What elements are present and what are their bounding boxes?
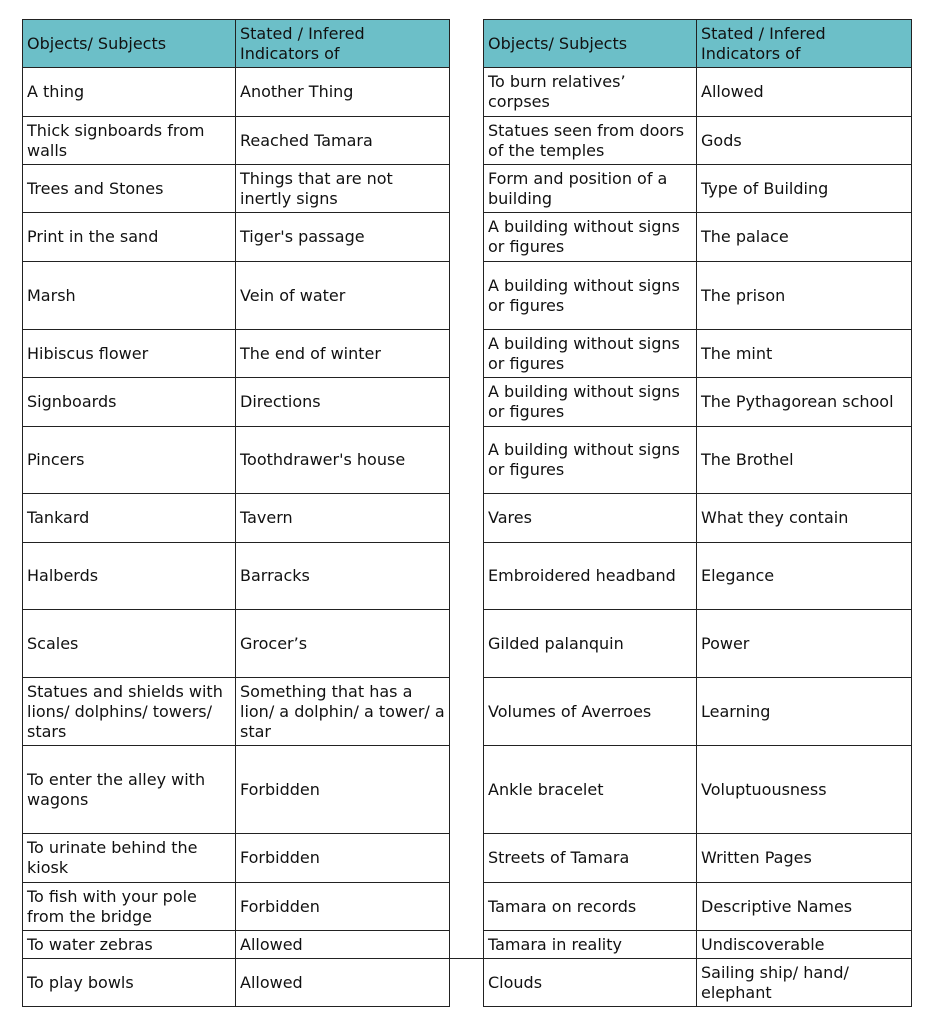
table-row bbox=[23, 543, 450, 610]
indicator-cell: The palace bbox=[697, 213, 912, 262]
table-row bbox=[484, 262, 912, 330]
indicator-cell: Elegance bbox=[697, 543, 912, 610]
table-row bbox=[484, 931, 912, 959]
indicator-cell: Written Pages bbox=[697, 834, 912, 883]
indicator-cell: Forbidden bbox=[236, 834, 450, 883]
object-subject-cell: A building without signs or figures bbox=[484, 427, 697, 494]
indicator-cell: Tiger's passage bbox=[236, 213, 450, 262]
object-subject-cell: Marsh bbox=[23, 262, 236, 330]
header-row bbox=[23, 20, 450, 68]
indicator-cell: Voluptuousness bbox=[697, 746, 912, 834]
indicator-cell: Type of Building bbox=[697, 165, 912, 213]
object-subject-cell: Streets of Tamara bbox=[484, 834, 697, 883]
indicators-table-right bbox=[483, 19, 912, 1007]
indicators-table-left bbox=[22, 19, 450, 1007]
table-row bbox=[484, 330, 912, 378]
table-row bbox=[484, 117, 912, 165]
object-subject-cell: Vares bbox=[484, 494, 697, 543]
object-subject-cell: To water zebras bbox=[23, 931, 236, 959]
object-subject-cell: Statues and shields with lions/ dolphins/ towers/ stars bbox=[23, 678, 236, 746]
table-row bbox=[23, 68, 450, 117]
table-row bbox=[23, 678, 450, 746]
object-subject-cell: Embroidered headband bbox=[484, 543, 697, 610]
table-row bbox=[23, 330, 450, 378]
table-row bbox=[484, 543, 912, 610]
object-subject-cell: A building without signs or figures bbox=[484, 330, 697, 378]
object-subject-cell: To play bowls bbox=[23, 959, 236, 1007]
indicator-cell: Another Thing bbox=[236, 68, 450, 117]
indicator-cell: Something that has a lion/ a dolphin/ a tower/ a star bbox=[236, 678, 450, 746]
table-row bbox=[23, 494, 450, 543]
table-row bbox=[484, 213, 912, 262]
object-subject-cell: Scales bbox=[23, 610, 236, 678]
indicator-cell: Vein of water bbox=[236, 262, 450, 330]
table-row bbox=[484, 68, 912, 117]
indicator-cell: What they contain bbox=[697, 494, 912, 543]
header-row bbox=[484, 20, 912, 68]
object-subject-cell: To urinate behind the kiosk bbox=[23, 834, 236, 883]
header-objects-subjects: Objects/ Subjects bbox=[23, 20, 236, 68]
object-subject-cell: A building without signs or figures bbox=[484, 262, 697, 330]
indicator-cell: Directions bbox=[236, 378, 450, 427]
object-subject-cell: Thick signboards from walls bbox=[23, 117, 236, 165]
indicator-cell: The Pythagorean school bbox=[697, 378, 912, 427]
table-row bbox=[23, 746, 450, 834]
table-row bbox=[23, 213, 450, 262]
table-row bbox=[23, 610, 450, 678]
object-subject-cell: Volumes of Averroes bbox=[484, 678, 697, 746]
object-subject-cell: Ankle bracelet bbox=[484, 746, 697, 834]
header-indicators: Stated / Infered Indicators of bbox=[697, 20, 912, 68]
object-subject-cell: Hibiscus flower bbox=[23, 330, 236, 378]
table-row bbox=[23, 427, 450, 494]
table-row bbox=[23, 883, 450, 931]
table-row bbox=[23, 959, 450, 1007]
object-subject-cell: A building without signs or figures bbox=[484, 378, 697, 427]
indicator-cell: The mint bbox=[697, 330, 912, 378]
object-subject-cell: Clouds bbox=[484, 959, 697, 1007]
indicator-cell: Forbidden bbox=[236, 883, 450, 931]
header-objects-subjects: Objects/ Subjects bbox=[484, 20, 697, 68]
object-subject-cell: Trees and Stones bbox=[23, 165, 236, 213]
table-row bbox=[484, 678, 912, 746]
object-subject-cell: Tamara on records bbox=[484, 883, 697, 931]
indicator-cell: Toothdrawer's house bbox=[236, 427, 450, 494]
table-row bbox=[484, 610, 912, 678]
indicator-cell: The prison bbox=[697, 262, 912, 330]
object-subject-cell: Form and position of a building bbox=[484, 165, 697, 213]
table-row bbox=[484, 378, 912, 427]
indicator-cell: Learning bbox=[697, 678, 912, 746]
indicator-cell: Grocer’s bbox=[236, 610, 450, 678]
table-row bbox=[23, 117, 450, 165]
table-row bbox=[23, 931, 450, 959]
table-row bbox=[23, 834, 450, 883]
indicator-cell: Allowed bbox=[236, 931, 450, 959]
table-row bbox=[484, 165, 912, 213]
object-subject-cell: Print in the sand bbox=[23, 213, 236, 262]
object-subject-cell: A building without signs or figures bbox=[484, 213, 697, 262]
indicator-cell: The Brothel bbox=[697, 427, 912, 494]
indicator-cell: Allowed bbox=[236, 959, 450, 1007]
indicator-cell: Forbidden bbox=[236, 746, 450, 834]
object-subject-cell: Tamara in reality bbox=[484, 931, 697, 959]
table-row bbox=[484, 959, 912, 1007]
object-subject-cell: A thing bbox=[23, 68, 236, 117]
indicator-cell: Tavern bbox=[236, 494, 450, 543]
indicator-cell: Power bbox=[697, 610, 912, 678]
object-subject-cell: Halberds bbox=[23, 543, 236, 610]
indicator-cell: Descriptive Names bbox=[697, 883, 912, 931]
indicator-cell: The end of winter bbox=[236, 330, 450, 378]
header-indicators: Stated / Infered Indicators of bbox=[236, 20, 450, 68]
row-connector-line bbox=[449, 958, 483, 959]
object-subject-cell: To burn relatives’ corpses bbox=[484, 68, 697, 117]
indicator-cell: Allowed bbox=[697, 68, 912, 117]
object-subject-cell: To fish with your pole from the bridge bbox=[23, 883, 236, 931]
object-subject-cell: Gilded palanquin bbox=[484, 610, 697, 678]
table-row bbox=[484, 494, 912, 543]
indicator-cell: Sailing ship/ hand/ elephant bbox=[697, 959, 912, 1007]
table-row bbox=[484, 883, 912, 931]
object-subject-cell: Pincers bbox=[23, 427, 236, 494]
indicator-cell: Undiscoverable bbox=[697, 931, 912, 959]
object-subject-cell: Signboards bbox=[23, 378, 236, 427]
table-row bbox=[23, 262, 450, 330]
table-row bbox=[23, 165, 450, 213]
object-subject-cell: To enter the alley with wagons bbox=[23, 746, 236, 834]
object-subject-cell: Statues seen from doors of the temples bbox=[484, 117, 697, 165]
indicator-cell: Reached Tamara bbox=[236, 117, 450, 165]
table-row bbox=[484, 746, 912, 834]
indicator-cell: Things that are not inertly signs bbox=[236, 165, 450, 213]
table-row bbox=[484, 834, 912, 883]
table-row bbox=[23, 378, 450, 427]
indicator-cell: Gods bbox=[697, 117, 912, 165]
indicator-cell: Barracks bbox=[236, 543, 450, 610]
table-row bbox=[484, 427, 912, 494]
object-subject-cell: Tankard bbox=[23, 494, 236, 543]
